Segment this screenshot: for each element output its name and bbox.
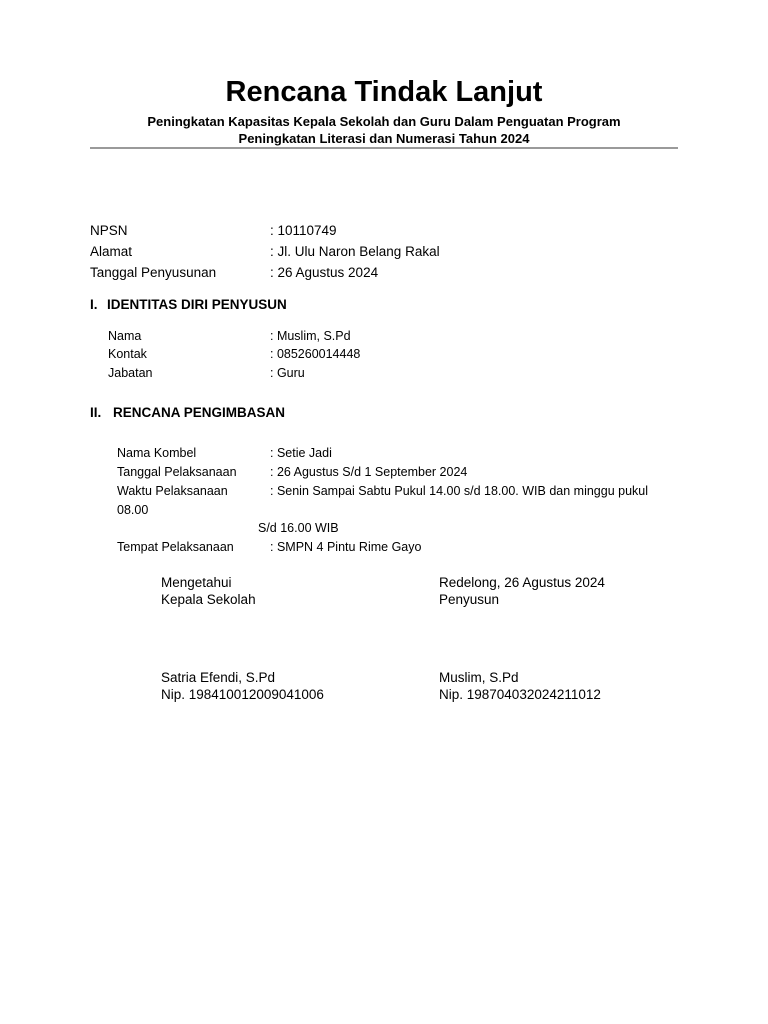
- sign-left-line-1: Mengetahui: [161, 575, 232, 590]
- kontak-value: : 085260014448: [270, 347, 361, 361]
- tanggal-pelaksanaan-label: Tanggal Pelaksanaan: [117, 465, 237, 479]
- npsn-value: : 10110749: [270, 223, 337, 238]
- alamat-label: Alamat: [90, 244, 133, 259]
- sign-right-name: Muslim, S.Pd: [439, 670, 519, 685]
- sign-left-name: Satria Efendi, S.Pd: [161, 670, 276, 685]
- section-2-heading: RENCANA PENGIMBASAN: [113, 405, 286, 420]
- tempat-value: : SMPN 4 Pintu Rime Gayo: [270, 540, 422, 554]
- nama-label: Nama: [108, 329, 142, 343]
- section-2-number: II.: [90, 405, 102, 420]
- sign-right-line-1: Redelong, 26 Agustus 2024: [439, 575, 605, 590]
- kombel-value: : Setie Jadi: [270, 446, 332, 460]
- alamat-value: : Jl. Ulu Naron Belang Rakal: [270, 244, 440, 259]
- waktu-continuation-2: S/d 16.00 WIB: [258, 521, 339, 535]
- tanggal-label: Tanggal Penyusunan: [90, 265, 217, 280]
- waktu-label: Waktu Pelaksanaan: [117, 484, 228, 498]
- tanggal-value: : 26 Agustus 2024: [270, 265, 379, 280]
- waktu-value: : Senin Sampai Sabtu Pukul 14.00 s/d 18.00. WIB dan minggu pukul: [270, 484, 649, 498]
- sign-right-nip: Nip. 198704032024211012: [439, 687, 601, 702]
- jabatan-value: : Guru: [270, 366, 305, 380]
- waktu-continuation-1: 08.00: [117, 503, 149, 517]
- tempat-label: Tempat Pelaksanaan: [117, 540, 234, 554]
- sign-left-line-2: Kepala Sekolah: [161, 592, 256, 607]
- npsn-label: NPSN: [90, 223, 128, 238]
- sign-left-nip: Nip. 198410012009041006: [161, 687, 324, 702]
- kombel-label: Nama Kombel: [117, 446, 197, 460]
- section-1-heading: IDENTITAS DIRI PENYUSUN: [107, 297, 287, 312]
- tanggal-pelaksanaan-value: : 26 Agustus S/d 1 September 2024: [270, 465, 468, 479]
- title-divider: [90, 147, 678, 149]
- kontak-label: Kontak: [108, 347, 147, 361]
- subtitle-line-1: Peningkatan Kapasitas Kepala Sekolah dan Guru Dalam Penguatan Program: [147, 114, 621, 129]
- section-1-number: I.: [90, 297, 98, 312]
- subtitle-line-2: Peningkatan Literasi dan Numerasi Tahun 2024: [238, 131, 530, 146]
- document-title: Rencana Tindak Lanjut: [225, 76, 543, 108]
- jabatan-label: Jabatan: [108, 366, 153, 380]
- sign-right-line-2: Penyusun: [439, 592, 500, 607]
- nama-value: : Muslim, S.Pd: [270, 329, 351, 343]
